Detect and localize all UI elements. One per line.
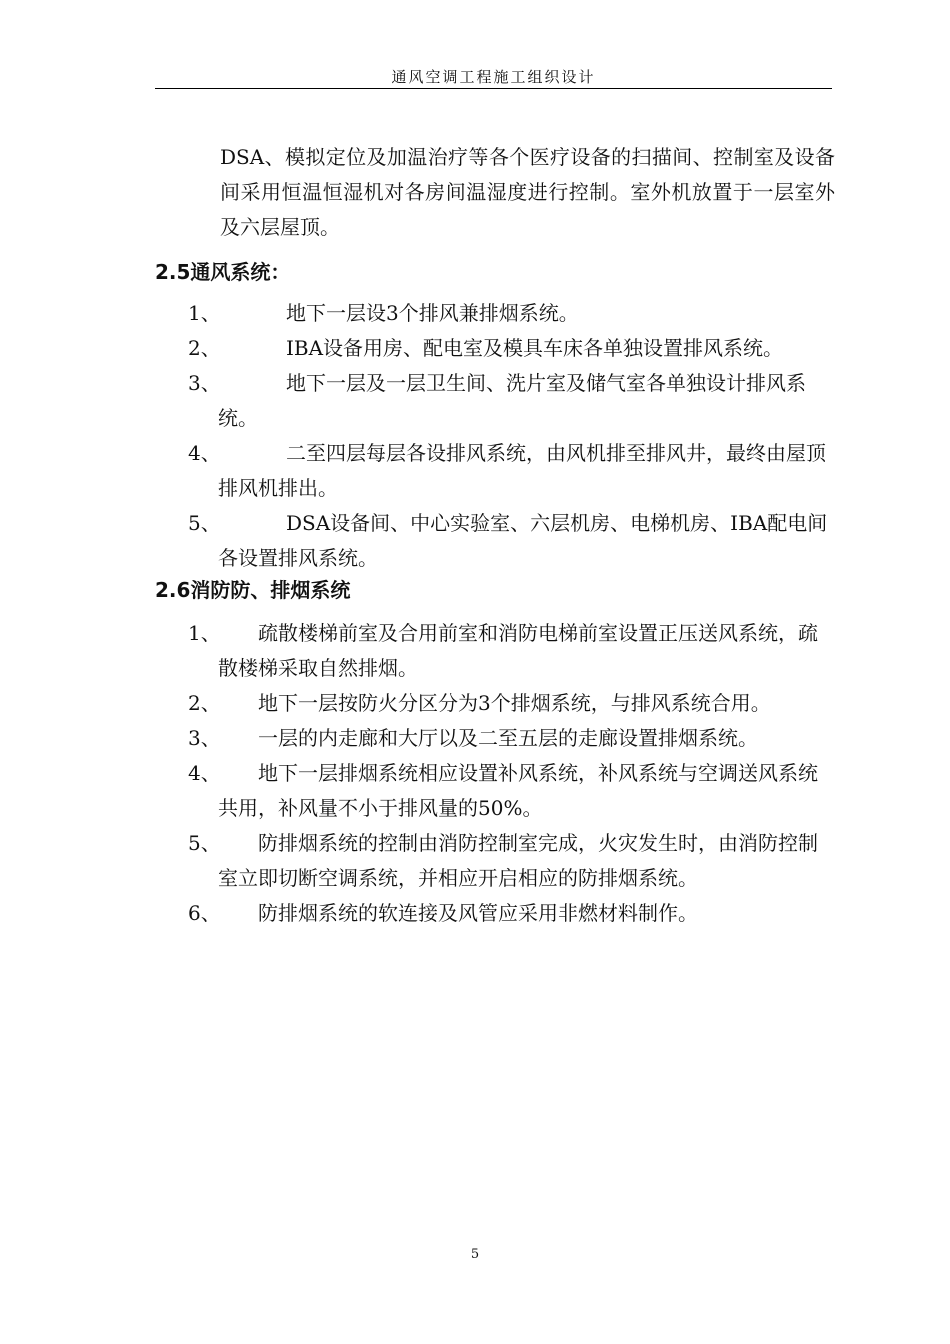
list-item [188,506,832,576]
intro-paragraph: DSA、模拟定位及加温治疗等各个医疗设备的扫描间、控制室及设备间采用恒温恒湿机对各房间温湿度进行控制。室外机放置于一层室外及六层屋顶。 [220,145,835,239]
list-item-text: 二至四层每层各设排风系统，由风机排至排风井，最终由屋顶排风机排出。 [218,441,826,500]
list-item-number: 2、 [188,336,221,360]
list-item-number: 2、 [188,691,221,715]
section-heading-2-5: 2.5通风系统： [155,260,291,284]
list-item-number: 5、 [188,511,221,535]
section-heading-2-6: 2.6消防防、排烟系统 [155,578,351,602]
list-item [188,686,832,721]
list-item-number: 3、 [188,726,221,750]
list-item-number: 1、 [188,621,221,645]
list-item-text: DSA设备间、中心实验室、六层机房、电梯机房、IBA配电间各设置排风系统。 [218,511,828,570]
list-item [188,366,832,436]
list-item-text: IBA设备用房、配电室及模具车床各单独设置排风系统。 [286,336,784,360]
list-item [188,616,832,686]
list-item-number: 3、 [188,371,221,395]
list-item [188,826,832,896]
list-item-text: 地下一层排烟系统相应设置补风系统，补风系统与空调送风系统共用，补风量不小于排风量的50%。 [218,761,818,820]
list-item-number: 4、 [188,441,221,465]
list-item-text: 地下一层设3个排风兼排烟系统。 [286,301,579,325]
list-item-text: 一层的内走廊和大厅以及二至五层的走廊设置排烟系统。 [258,726,758,750]
list-item [188,896,832,931]
list-item [188,756,832,826]
list-item [188,331,832,366]
list-item [188,436,832,506]
list-item [188,296,832,331]
list-item [188,721,832,756]
list-item-text: 疏散楼梯前室及合用前室和消防电梯前室设置正压送风系统，疏散楼梯采取自然排烟。 [218,621,818,680]
list-item-text: 防排烟系统的控制由消防控制室完成，火灾发生时，由消防控制室立即切断空调系统，并相应开启相应的防排烟系统。 [218,831,818,890]
list-item-number: 5、 [188,831,221,855]
list-item-number: 6、 [188,901,221,925]
list-item-text: 防排烟系统的软连接及风管应采用非燃材料制作。 [258,901,698,925]
running-header: 通风空调工程施工组织设计 [391,68,596,86]
page-number: 5 [470,1247,480,1262]
list-item-text: 地下一层按防火分区分为3个排烟系统，与排风系统合用。 [258,691,771,715]
list-item-number: 4、 [188,761,221,785]
header-divider [155,88,832,89]
list-item-text: 地下一层及一层卫生间、洗片室及储气室各单独设计排风系统。 [218,371,806,430]
list-item-number: 1、 [188,301,221,325]
